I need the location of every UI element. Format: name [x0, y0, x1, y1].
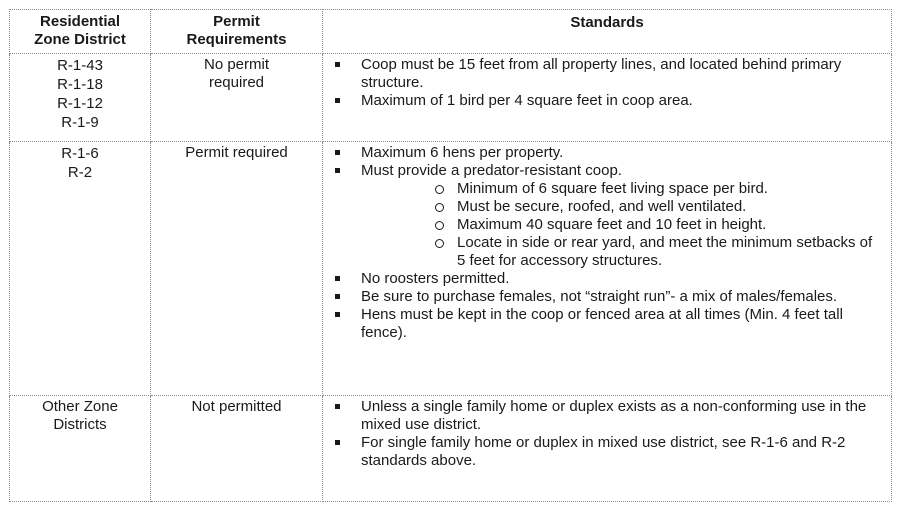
standards-cell [323, 54, 892, 142]
table-header-row [10, 10, 892, 54]
permit-cell [151, 54, 323, 142]
standard-item [331, 306, 883, 342]
permit-cell [151, 396, 323, 502]
permit-text: Permit required [185, 144, 288, 161]
square-bullet-icon [335, 168, 340, 173]
circle-bullet-icon [435, 203, 444, 212]
standard-item [331, 288, 883, 306]
standards-list [331, 144, 883, 342]
standard-item [331, 270, 883, 288]
sub-standard-item [433, 216, 883, 234]
zone-label-line1: Other Zone [42, 398, 118, 415]
standard-text: For single family home or duplex in mixed use district, see R-1-6 and R-2 standards above. [361, 434, 846, 469]
standards-cell [323, 396, 892, 502]
standard-text: Be sure to purchase females, not “straight run”- a mix of males/females. [361, 288, 838, 305]
header-standards: Standards [323, 10, 892, 54]
standard-text: Must provide a predator-resistant coop. [361, 162, 622, 179]
header-zone-line1: Residential [39, 13, 121, 30]
standard-item [331, 56, 883, 92]
standards-list [331, 56, 883, 110]
standards-cell [323, 142, 892, 396]
square-bullet-icon [335, 404, 340, 409]
square-bullet-icon [335, 440, 340, 445]
standard-item [331, 162, 883, 270]
zone-label-line2: Districts [53, 416, 107, 433]
standard-item [331, 144, 883, 162]
square-bullet-icon [335, 98, 340, 103]
header-zone-line2: Zone District [34, 31, 126, 48]
standard-text: Unless a single family home or duplex exists as a non-conforming use in the mixed use district. [361, 398, 867, 433]
permit-text-line2: required [208, 74, 265, 91]
standard-text: Maximum of 1 bird per 4 square feet in coop area. [361, 92, 693, 109]
zone-cell [10, 142, 151, 396]
zone-label: R-1-43 [57, 57, 103, 74]
square-bullet-icon [335, 62, 340, 67]
standard-text: No roosters permitted. [361, 270, 510, 287]
circle-bullet-icon [435, 221, 444, 230]
table-row-other [10, 396, 892, 502]
sub-standard-text: Must be secure, roofed, and well ventilated. [457, 198, 747, 215]
table-row-r1-43 [10, 54, 892, 142]
circle-bullet-icon [435, 185, 444, 194]
table-row-r1-6 [10, 142, 892, 396]
zone-label: R-1-9 [61, 114, 99, 131]
circle-bullet-icon [435, 239, 444, 248]
header-zone-district [10, 10, 151, 54]
sub-standard-text: Locate in side or rear yard, and meet the minimum setbacks of 5 feet for accessory structures. [457, 234, 873, 269]
sub-standards-list [361, 180, 883, 270]
standard-item [331, 434, 883, 470]
standard-text: Coop must be 15 feet from all property lines, and located behind primary structure. [361, 56, 842, 91]
zone-label: R-1-6 [61, 145, 99, 162]
zone-cell [10, 54, 151, 142]
zone-label: R-1-12 [57, 95, 103, 112]
zone-cell [10, 396, 151, 502]
permit-cell [151, 142, 323, 396]
zone-label: R-1-18 [57, 76, 103, 93]
square-bullet-icon [335, 276, 340, 281]
permit-text-line1: No permit [203, 56, 270, 73]
header-permit-line1: Permit [213, 13, 260, 30]
standard-text: Maximum 6 hens per property. [361, 144, 564, 161]
header-permit-line2: Requirements [186, 31, 287, 48]
zone-label: R-2 [67, 164, 93, 181]
square-bullet-icon [335, 312, 340, 317]
sub-standard-text: Minimum of 6 square feet living space per bird. [457, 180, 768, 197]
standards-list [331, 398, 883, 470]
zoning-standards-table [9, 9, 892, 502]
standard-text: Hens must be kept in the coop or fenced area at all times (Min. 4 feet tall fence). [361, 306, 843, 341]
sub-standard-item [433, 234, 883, 270]
standard-item [331, 92, 883, 110]
sub-standard-item [433, 180, 883, 198]
standard-item [331, 398, 883, 434]
permit-text: Not permitted [191, 398, 282, 415]
sub-standard-text: Maximum 40 square feet and 10 feet in height. [457, 216, 767, 233]
square-bullet-icon [335, 150, 340, 155]
square-bullet-icon [335, 294, 340, 299]
sub-standard-item [433, 198, 883, 216]
header-permit-requirements [151, 10, 323, 54]
